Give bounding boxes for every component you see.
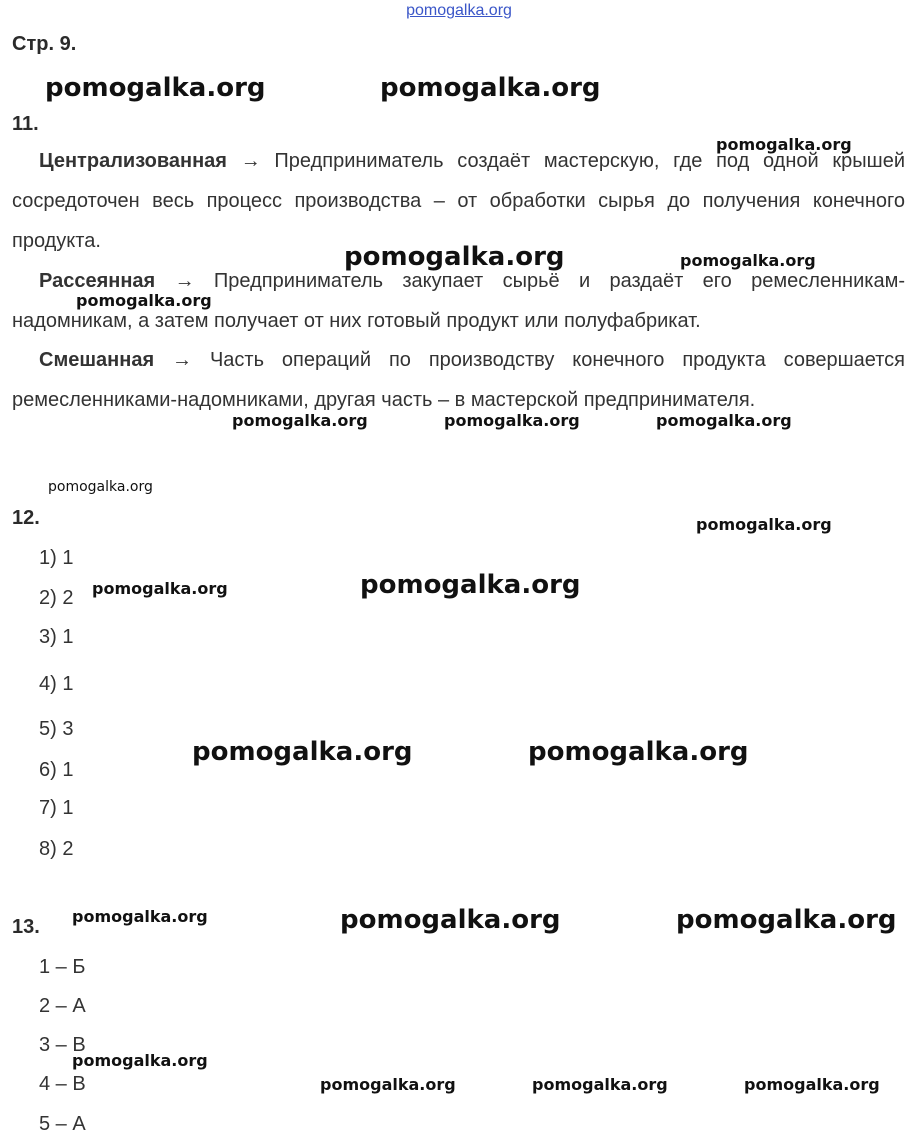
watermark: pomogalka.org [92,579,228,598]
q12-answer: 8) 2 [39,838,74,860]
arrow: → [174,270,195,292]
watermark: pomogalka.org [72,1051,208,1070]
watermark: pomogalka.org [696,515,832,534]
definition-scattered: Предприниматель закупает сырьё и раздаёт его ремесленникам-надомникам, а затем получает от них готовый продукт или полуфабрикат. [12,270,905,332]
watermark: pomogalka.org [45,73,266,103]
term-mixed: Смешанная [39,349,155,371]
watermark: pomogalka.org [232,411,368,430]
watermark: pomogalka.org [744,1075,880,1094]
q13-answer: 2 – А [39,995,86,1017]
watermark: pomogalka.org [656,411,792,430]
q13-answer: 5 – А [39,1113,86,1135]
question-13-number: 13. [12,916,40,938]
watermark: pomogalka.org [680,251,816,270]
watermark: pomogalka.org [380,73,601,103]
watermark: pomogalka.org [72,907,208,926]
definition-mixed: Часть операций по производству конечного продукта совершается ремесленниками-надомниками, другая часть – в мастерской предпринимателя. [12,349,905,411]
watermark: pomogalka.org [320,1075,456,1094]
question-11-number: 11. [12,113,39,135]
watermark: pomogalka.org [676,905,897,935]
page-reference: Стр. 9. [12,33,77,55]
watermark: pomogalka.org [76,291,212,310]
watermark: pomogalka.org [532,1075,668,1094]
definition-centralized: Предприниматель создаёт мастерскую, где под одной крышей сосредоточен весь процесс производства – от обработки сырья до получения конечного продукта. [12,150,905,252]
term-centralized: Централизованная [39,150,227,172]
watermark: pomogalka.org [48,479,153,495]
q13-answer: 3 – В [39,1034,86,1056]
site-link[interactable]: pomogalka.org [406,2,512,19]
q12-answer: 2) 2 [39,587,74,609]
q12-answer: 5) 3 [39,718,74,740]
q11-paragraph-mixed [12,340,905,420]
watermark: pomogalka.org [344,242,565,272]
q12-answer: 7) 1 [39,797,74,819]
watermark: pomogalka.org [444,411,580,430]
watermark: pomogalka.org [360,570,581,600]
q13-answer: 4 – В [39,1073,86,1095]
q12-answer: 6) 1 [39,759,74,781]
q13-answer: 1 – Б [39,956,86,978]
watermark: pomogalka.org [528,737,749,767]
watermark: pomogalka.org [340,905,561,935]
watermark: pomogalka.org [192,737,413,767]
arrow: → [172,349,193,371]
q12-answer: 4) 1 [39,673,74,695]
question-12-number: 12. [12,507,40,529]
term-scattered: Рассеянная [39,270,156,292]
arrow: → [240,150,261,172]
watermark: pomogalka.org [716,135,852,154]
q12-answer: 1) 1 [39,547,74,569]
q12-answer: 3) 1 [39,626,74,648]
